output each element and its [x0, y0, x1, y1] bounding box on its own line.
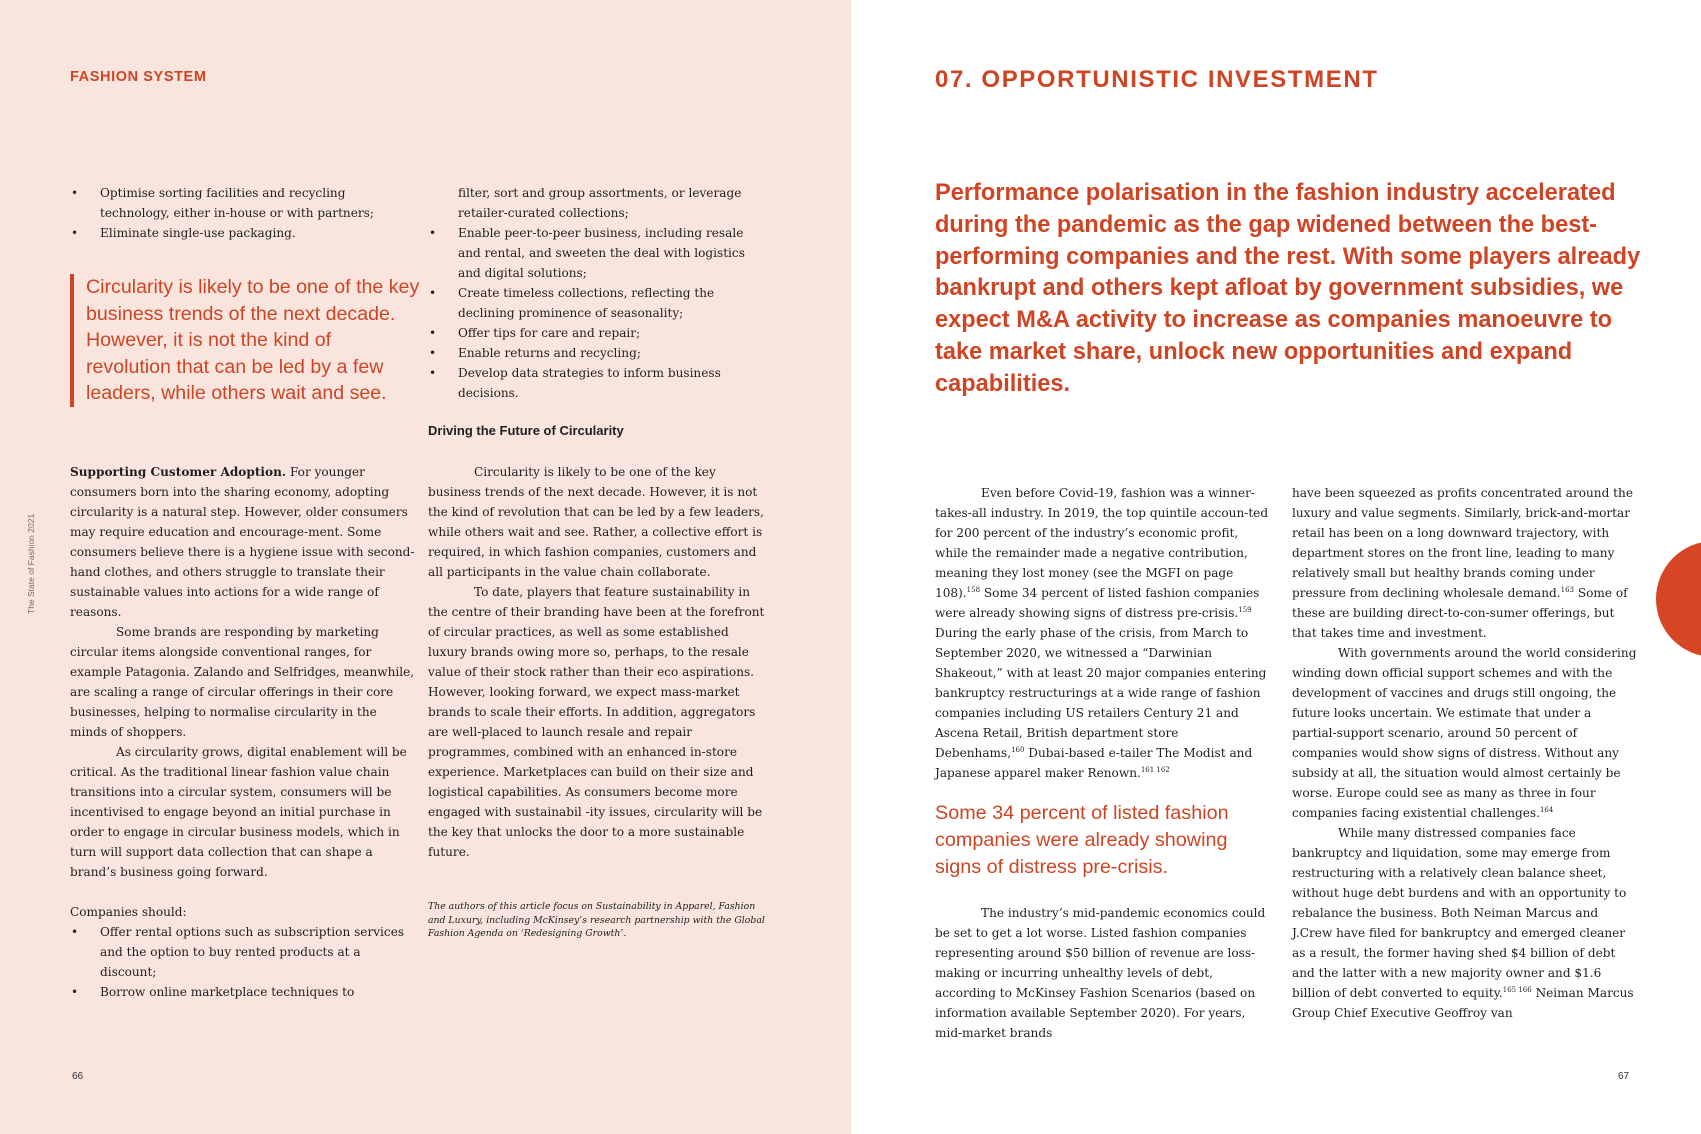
footnote: The authors of this article focus on Sustainability in Apparel, Fashion and Luxury, including McKinsey’s research partnership with the Global Fashion Agenda on ‘Redesigning Growth’. — [428, 901, 765, 939]
vertical-publication-label: The State of Fashion 2021 — [26, 513, 36, 614]
list-item: • Offer rental options such as subscription services and the option to buy rented products at a discount; — [70, 922, 415, 982]
pull-quote: Some 34 percent of listed fashion companies were already showing signs of distress pre-crisis. — [935, 802, 1229, 878]
paragraph: Some brands are responding by marketing circular items alongside conventional ranges, for example Patagonia. Zalando and Selfridges, meanwhile, are scaling a range of circular offerings in their core businesses, helping to normalise circularity in the minds of shoppers. — [70, 625, 415, 739]
list-item: • Eliminate single-use packaging. — [70, 223, 410, 243]
left-column-1-body — [70, 462, 415, 1002]
bullet-list — [428, 183, 763, 403]
bullet-list — [70, 183, 410, 243]
list-item: • Optimise sorting facilities and recycling technology, either in-house or with partners; — [70, 183, 410, 223]
paragraph: Companies should: — [70, 905, 187, 919]
paragraph: As circularity grows, digital enablement will be critical. As the traditional linear fashion value chain transitions into a circular system, consumers will be incentivised to engage beyond an initial purchase in order to engage in circular business models, which in turn will support data collection that can shape a brand’s business going forward. — [70, 745, 407, 879]
left-column-1-top — [70, 183, 410, 243]
section-heading: 07. OPPORTUNISTIC INVESTMENT — [935, 66, 1379, 93]
right-column-2 — [1292, 483, 1637, 1023]
lead-paragraph: Performance polarisation in the fashion industry accelerated during the pandemic as the gap widened between the best-performing companies and the rest. With some players already bankrupt and others kept afloat by government subsidies, we expect M&A activity to increase as companies manoeuvre to take market share, unlock new opportunities and expand capabilities. — [935, 180, 1641, 397]
paragraph: With governments around the world considering winding down official support schemes and with the development of vaccines and drugs still ongoing, the future looks uncertain. We estimate that under a partial-support scenario, around 50 percent of companies would show signs of distress. Without any subsidy at all, the situation would almost certainly be worse. Europe could see as many as three in four companies facing existential challenges.$^{164}$ — [1292, 646, 1637, 820]
list-item: filter, sort and group assortments, or leverage retailer-curated collections; — [458, 186, 742, 220]
list-item: • Borrow online marketplace techniques to — [70, 982, 415, 1002]
pull-quote: Circularity is likely to be one of the key business trends of the next decade. However, it is not the kind of revolution that can be led by a few leaders, while others wait and see. — [70, 274, 421, 407]
paragraph: have been squeezed as profits concentrated around the luxury and value segments. Similarly, brick-and-mortar retail has been on a long downward trajectory, with department stores on the front line, leading to many relatively small but healthy brands coming under pressure from declining wholesale demand.$^{163}$ Some of these are building direct-to-con-sumer offerings, but that takes time and investment. — [1292, 486, 1633, 640]
right-column-1-top — [935, 483, 1270, 783]
paragraph: To date, players that feature sustainability in the centre of their branding have been at the forefront of circular practices, as well as some established luxury brands owing more so, perhaps, to the resale value of their stock rather than their eco aspirations. However, looking forward, we expect mass-market brands to scale their efforts. In addition, aggregators are well-placed to launch resale and repair programmes, combined with an enhanced in-store experience. Marketplaces can build on their size and logistical capabilities. As consumers become more engaged with sustainabil -ity issues, circularity will be the key that unlocks the door to a more sustainable future. — [428, 585, 765, 859]
left-column-2-body — [428, 462, 770, 862]
list-item: • Enable returns and recycling; — [428, 343, 763, 363]
right-column-1-bottom — [935, 903, 1270, 1043]
list-item: • Create timeless collections, reflecting the declining prominence of seasonality; — [428, 283, 763, 323]
paragraph: The industry’s mid-pandemic economics could be set to get a lot worse. Listed fashion companies representing around $50 billion of revenue are loss-making or incurring unhealthy levels of debt, according to McKinsey Fashion Scenarios (based on information available September 2020). For years, mid-market brands — [935, 906, 1266, 1040]
subheading: Driving the Future of Circularity — [428, 423, 624, 438]
bullet-list — [70, 922, 415, 1002]
page-number: 66 — [72, 1071, 84, 1082]
list-item: • Offer tips for care and repair; — [428, 323, 763, 343]
section-label: FASHION SYSTEM — [70, 69, 207, 85]
page-number: 67 — [1618, 1071, 1630, 1082]
paragraph: Supporting Customer Adoption. For younger consumers born into the sharing economy, adopting circularity is a natural step. However, older consumers may require education and encourage-ment. Some consumers believe there is a hygiene issue with second-hand clothes, and others struggle to translate their sustainable values into actions for a wide range of reasons. — [70, 465, 415, 619]
paragraph-title: Supporting Customer Adoption. — [70, 465, 287, 479]
paragraph: Circularity is likely to be one of the key business trends of the next decade. However, it is not the kind of revolution that can be led by a few leaders, while others wait and see. Rather, a collective effort is required, in which fashion companies, customers and all participants in the value chain collaborate. — [428, 465, 764, 579]
paragraph: Even before Covid-19, fashion was a winner-takes-all industry. In 2019, the top quintile accoun-ted for 200 percent of the industry’s economic profit, while the remainder made a negative contribution, meaning they lost money (see the MGFI on page 108).$^{158}$ Some 34 percent of listed fashion companies were already showing signs of distress pre-crisis.$^{159}$ During the early phase of the crisis, from March to September 2020, we witnessed a “Darwinian Shakeout,” with at least 20 major companies entering bankruptcy restructurings at a wide range of fashion companies including US retailers Century 21 and Ascena Retail, British department store Debenhams,$^{160}$ Dubai-based e-tailer The Modist and Japanese apparel maker Renown.$^{161 162}$ — [935, 486, 1269, 780]
list-item: • Develop data strategies to inform business decisions. — [428, 363, 763, 403]
paragraph: While many distressed companies face bankruptcy and liquidation, some may emerge from restructuring with a relatively clean balance sheet, without huge debt burdens and with an opportunity to rebalance the business. Both Neiman Marcus and J.Crew have filed for bankruptcy and emerged cleaner as a result, the former having shed $4 billion of debt and the latter with a new majority owner and $1.6 billion of debt converted to equity.$^{165 166}$ Neiman Marcus Group Chief Executive Geoffroy van — [1292, 826, 1634, 1020]
list-item: • Enable peer-to-peer business, including resale and rental, and sweeten the deal with logistics and digital solutions; — [428, 223, 763, 283]
left-column-2-top — [428, 183, 763, 403]
